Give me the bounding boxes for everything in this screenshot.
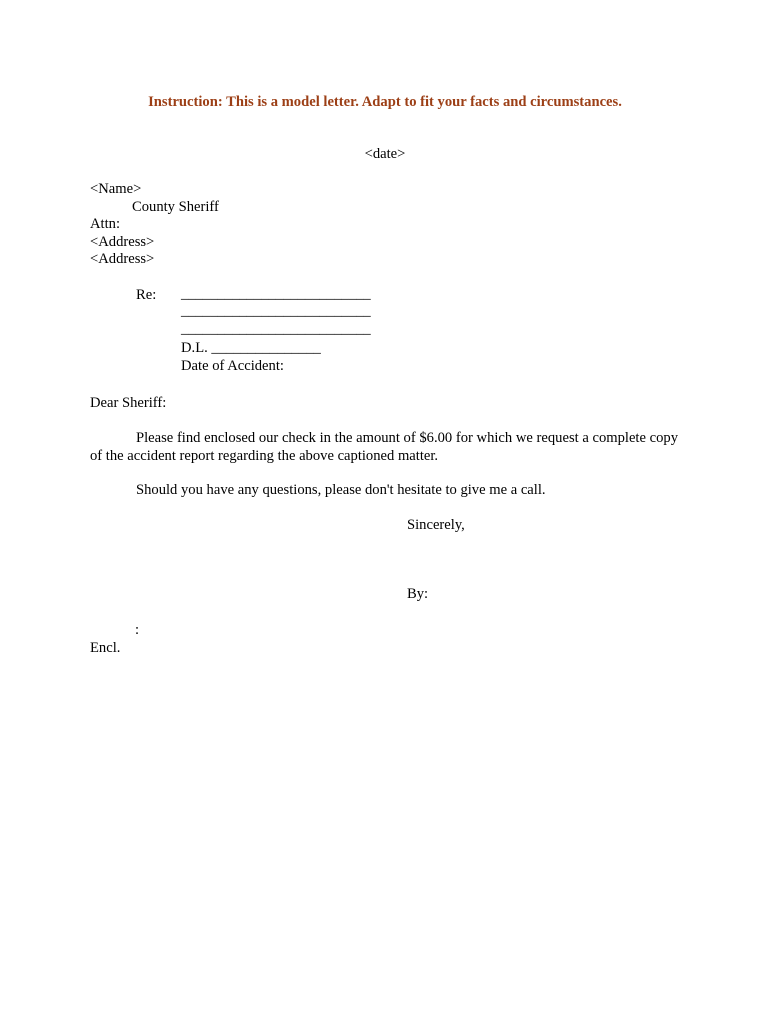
re-blank-line-3: __________________________ [181,321,371,337]
re-blank-line-1: __________________________ [181,286,371,302]
re-date-of-accident: Date of Accident: [181,358,284,374]
signature-by: By: [407,586,429,602]
salutation: Dear Sheriff: [90,395,167,411]
closing: Sincerely, [407,517,465,533]
enclosure-notation: Encl. [90,640,121,656]
recipient-title: County Sheriff [132,199,219,215]
re-drivers-license: D.L. _______________ [181,340,321,356]
typist-initials: : [135,622,140,638]
instruction-heading: Instruction: This is a model letter. Adapt to fit your facts and circumstances. [148,94,622,110]
re-label: Re: [136,287,157,303]
recipient-name: <Name> [90,181,142,197]
recipient-address-line-1: <Address> [90,234,155,250]
recipient-address-line-2: <Address> [90,251,155,267]
re-blank-line-2: __________________________ [181,303,371,319]
body-paragraph-2: Should you have any questions, please don't hesitate to give me a call. [136,482,546,498]
body-paragraph-1: Please find enclosed our check in the amount of $6.00 for which we request a complete copy of the accident report regarding the above captioned matter. [90,430,678,464]
recipient-attn: Attn: [90,216,120,232]
letter-date: <date> [364,146,406,162]
